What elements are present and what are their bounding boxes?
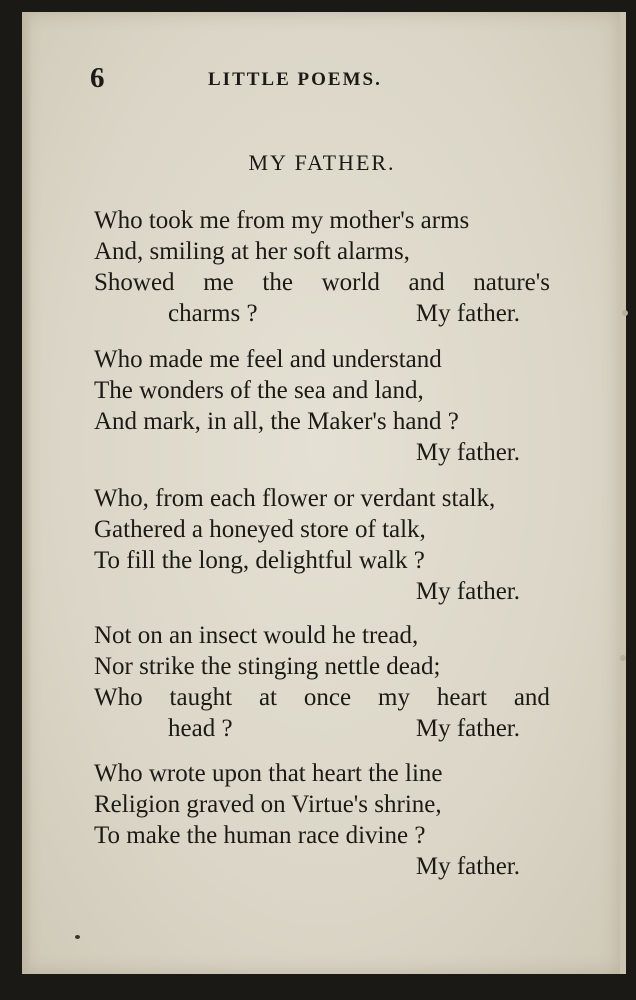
- word: my: [378, 684, 410, 711]
- poem-line-refrain: [94, 851, 550, 882]
- line-continuation: charms ?: [168, 300, 258, 327]
- stanza-3: [94, 483, 550, 607]
- word: taught: [169, 684, 233, 711]
- stanza-2: [94, 344, 550, 468]
- word: Showed: [94, 269, 175, 296]
- word: me: [203, 269, 234, 296]
- word: heart: [436, 684, 487, 711]
- poem-line: Who, from each flower or verdant stalk,: [94, 485, 496, 512]
- poem-line-refrain: [94, 576, 550, 607]
- refrain: My father.: [415, 300, 520, 327]
- refrain: My father.: [415, 578, 520, 605]
- word: at: [258, 684, 277, 711]
- word: Who: [94, 684, 143, 711]
- poem-line: The wonders of the sea and land,: [94, 377, 424, 404]
- stanza-1: [94, 205, 550, 329]
- refrain: My father.: [415, 715, 520, 742]
- poem-line-refrain: [94, 437, 550, 468]
- word: once: [303, 684, 352, 711]
- poem-line: Who took me from my mother's arms: [94, 207, 470, 234]
- poem-line: Who wrote upon that heart the line: [94, 760, 443, 787]
- poem-line-continuation: [94, 298, 550, 329]
- poem-line-continuation: [94, 713, 550, 744]
- edge-mark: [622, 310, 628, 316]
- word: and: [408, 269, 445, 296]
- running-title: LITTLE POEMS.: [208, 69, 382, 90]
- poem-line: Who made me feel and understand: [94, 346, 442, 373]
- poem-line: Gathered a honeyed store of talk,: [94, 516, 426, 543]
- refrain: My father.: [415, 853, 520, 880]
- refrain: My father.: [415, 439, 520, 466]
- line-continuation: head ?: [168, 715, 233, 742]
- word: world: [321, 269, 380, 296]
- poem-line: And, smiling at her soft alarms,: [94, 238, 410, 265]
- poem-line: To fill the long, delightful walk ?: [94, 547, 425, 574]
- poem-title: MY FATHER.: [248, 150, 396, 175]
- poem-line: Not on an insect would he tread,: [94, 622, 419, 649]
- word: the: [262, 269, 293, 296]
- edge-mark: [620, 655, 626, 661]
- poem-line: Nor strike the stinging nettle dead;: [94, 653, 441, 680]
- poem-line: And mark, in all, the Maker's hand ?: [94, 408, 459, 435]
- poem-line: Religion graved on Virtue's shrine,: [94, 791, 442, 818]
- poem-line: To make the human race divine ?: [94, 822, 426, 849]
- word: and: [513, 684, 550, 711]
- poem-line-justified: [94, 267, 550, 298]
- poem-line-justified: [94, 682, 550, 713]
- stanza-5: [94, 758, 550, 882]
- stanza-4: [94, 620, 550, 744]
- page-number: 6: [90, 62, 105, 94]
- word: nature's: [473, 269, 550, 296]
- page-header: [0, 62, 636, 96]
- ink-speck: [75, 935, 80, 939]
